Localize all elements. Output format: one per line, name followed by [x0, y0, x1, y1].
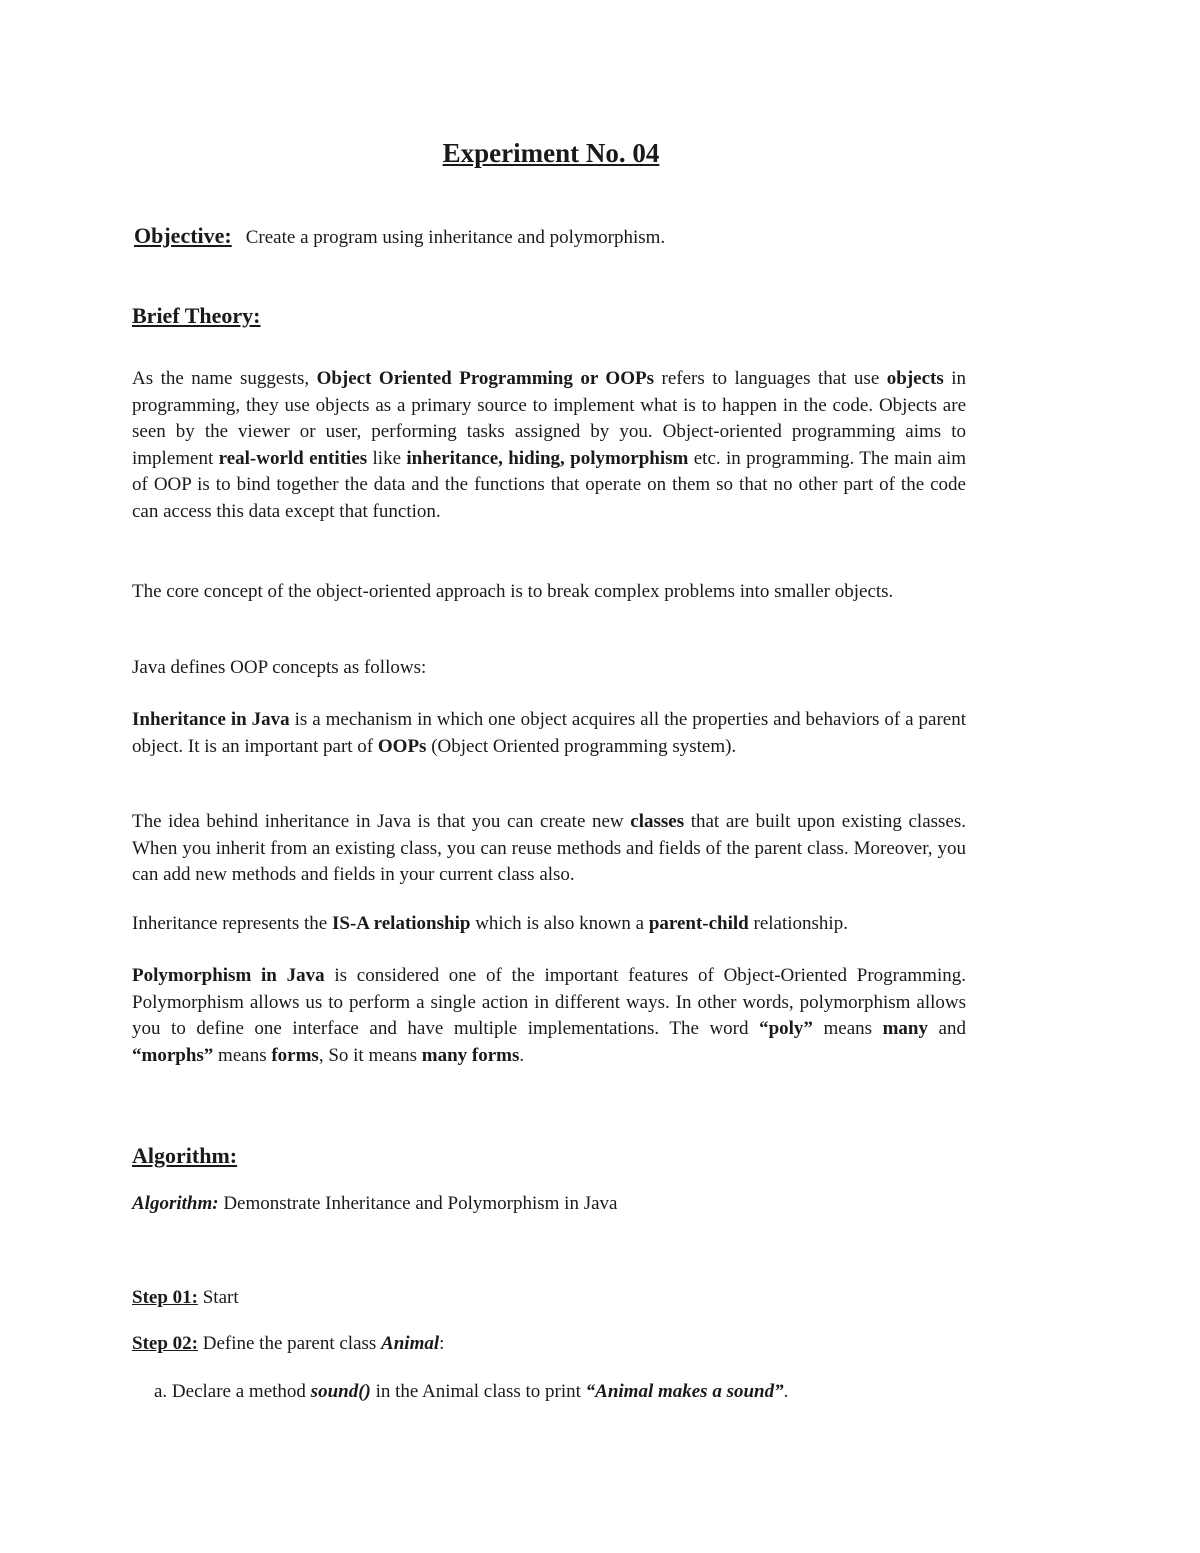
objective-text: Create a program using inheritance and polymorphism.: [245, 227, 666, 248]
objective-label: Objective:: [134, 223, 232, 248]
brief-theory-heading: Brief Theory:: [132, 303, 261, 328]
algorithm-description: Algorithm: Demonstrate Inheritance and Polymorphism in Java: [132, 1193, 618, 1214]
theory-paragraph-java-defines: Java defines OOP concepts as follows:: [132, 657, 427, 678]
objective-line: [134, 223, 665, 249]
algorithm-label: Algorithm:: [132, 1193, 219, 1214]
step-01: Step 01: Start: [132, 1287, 239, 1308]
step-01-label: Step 01:: [132, 1287, 198, 1308]
theory-paragraph-inheritance: Inheritance in Java is a mechanism in which one object acquires all the properties and behaviors of a parent object. It is an important part of OOPs (Object Oriented programming system).: [132, 709, 966, 757]
theory-paragraph-inheritance-idea: The idea behind inheritance in Java is that you can create new classes that are built upon existing classes. When you inherit from an existing class, you can reuse methods and fields of the parent class. Moreover, you can add new methods and fields in your current class also.: [132, 811, 966, 885]
algorithm-heading: Algorithm:: [132, 1143, 238, 1168]
theory-paragraph-core-concept: The core concept of the object-oriented approach is to break complex problems into smaller objects.: [132, 581, 894, 602]
class-name-animal: Animal: [381, 1333, 440, 1354]
step-02: Step 02: Define the parent class Animal:: [132, 1333, 445, 1354]
step-02-substep-a: a. Declare a method sound() in the Animal class to print “Animal makes a sound”.: [154, 1381, 789, 1402]
step-02-label: Step 02:: [132, 1333, 198, 1354]
page-title: Experiment No. 04: [442, 138, 660, 168]
theory-paragraph-is-a: Inheritance represents the IS-A relationship which is also known a parent-child relationship.: [132, 913, 848, 934]
theory-paragraph-polymorphism: Polymorphism in Java is considered one of the important features of Object-Oriented Programming. Polymorphism allows us to perform a single action in different ways. In other words, polymorphism allows you to define one interface and have multiple implementations. The word “poly” means many and “morphs” means forms, So it means many forms.: [132, 965, 966, 1066]
theory-paragraph-oops: As the name suggests, Object Oriented Programming or OOPs refers to languages that use objects in programming, they use objects as a primary source to implement what is to happen in the code. Objects are seen by the viewer or user, performing tasks assigned by you. Object-oriented programming aims to implement real-world entities like inheritance, hiding, polymorphism etc. in programming. The main aim of OOP is to bind together the data and the functions that operate on them so that no other part of the code can access this data except that function.: [132, 368, 967, 522]
